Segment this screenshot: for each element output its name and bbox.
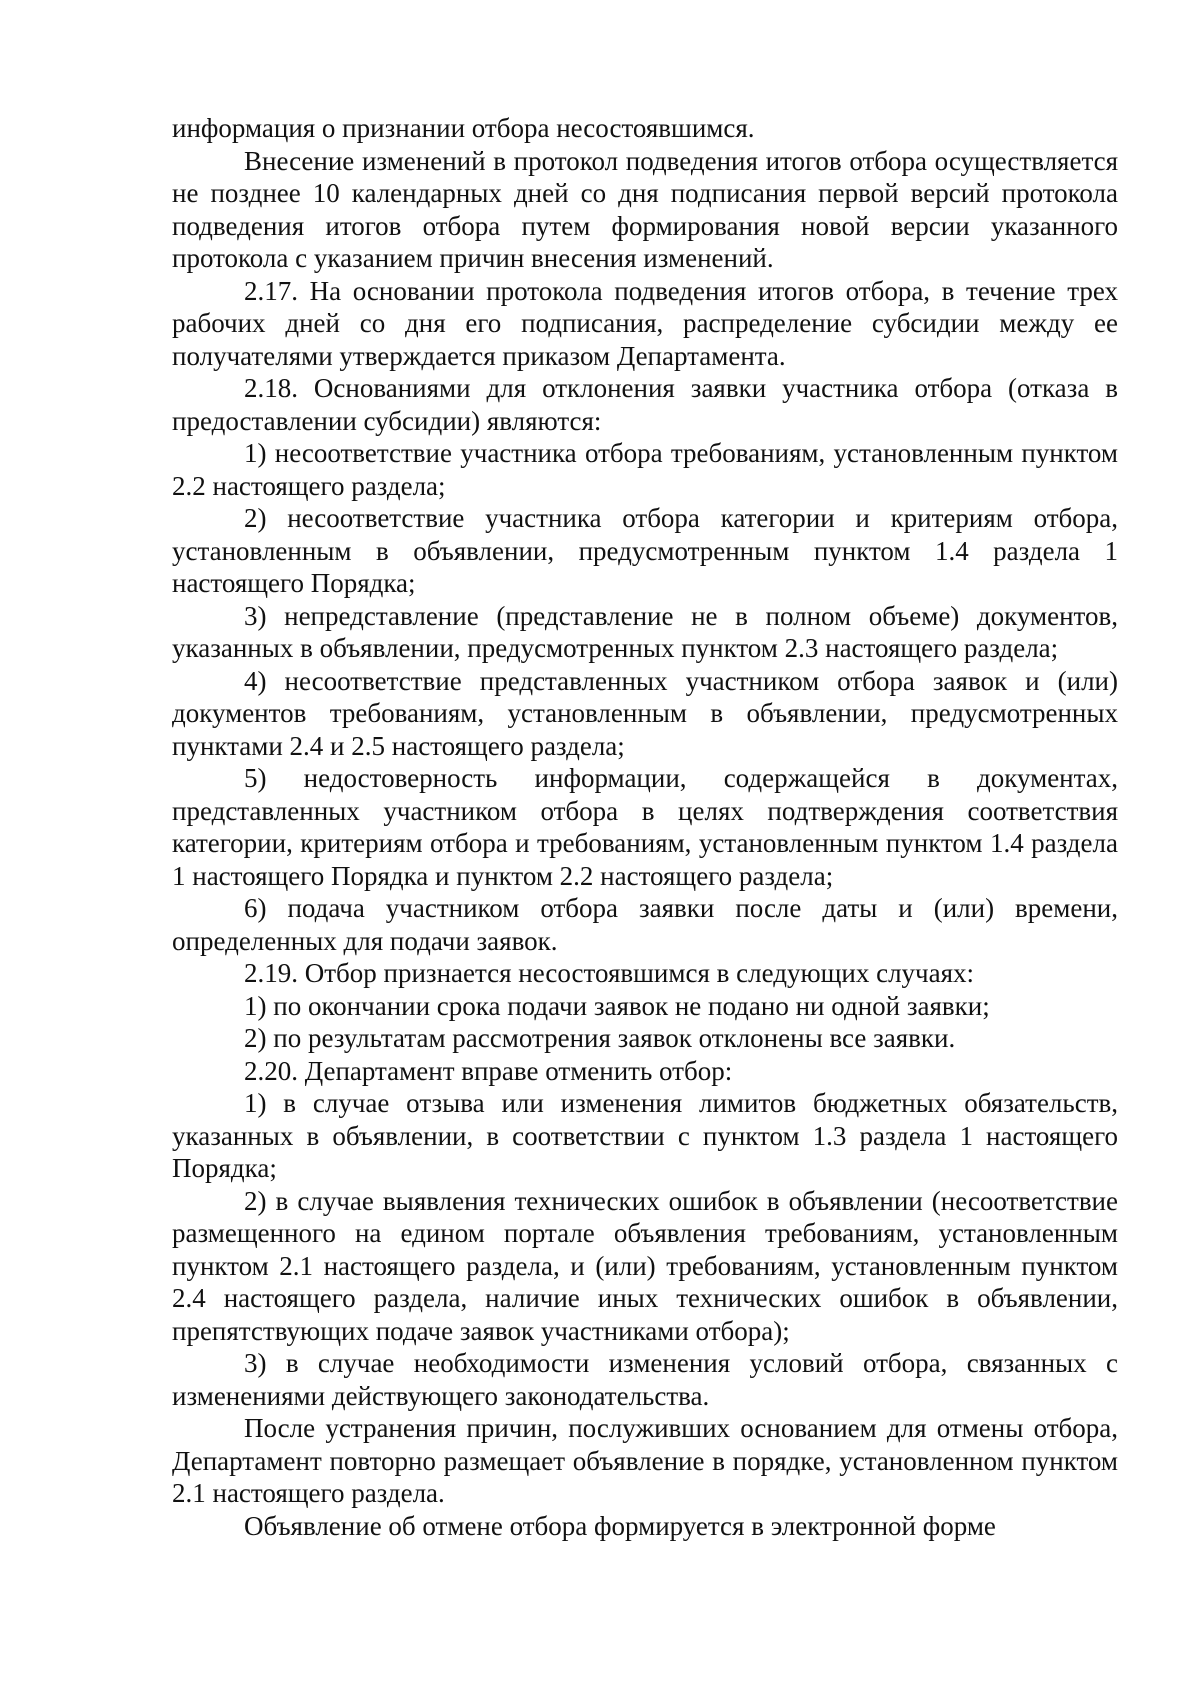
paragraph-2-20-item-1: 1) в случае отзыва или изменения лимитов бюджетных обязательств, указанных в объявлении, в соответствии с пунктом 1.3 раздела 1 настоящего Порядка; xyxy=(172,1088,1118,1183)
paragraph-cancellation-notice: Объявление об отмене отбора формируется в электронной форме xyxy=(244,1510,996,1541)
document-page xyxy=(172,112,1118,1542)
paragraph-2-18-item-1: 1) несоответствие участника отбора требованиям, установленным пунктом 2.2 настоящего раздела; xyxy=(172,438,1118,501)
paragraph-2-19-item-1: 1) по окончании срока подачи заявок не подано ни одной заявки; xyxy=(244,990,990,1021)
paragraph-continuation: информация о признании отбора несостоявшимся. xyxy=(172,113,755,143)
paragraph-after-elimination: После устранения причин, послуживших основанием для отмены отбора, Департамент повторно размещает объявление в порядке, установленном пунктом 2.1 настоящего раздела. xyxy=(172,1413,1118,1508)
paragraph-2-19-item-2: 2) по результатам рассмотрения заявок отклонены все заявки. xyxy=(244,1023,956,1053)
paragraph-2-18-item-4: 4) несоответствие представленных участником отбора заявок и (или) документов требованиям, установленным в объявлении, предусмотренных пунктами 2.4 и 2.5 настоящего раздела; xyxy=(172,665,1118,761)
paragraph-2-20: 2.20. Департамент вправе отменить отбор: xyxy=(244,1055,733,1086)
paragraph-2-18-item-2: 2) несоответствие участника отбора категории и критериям отбора, установленным в объявлении, предусмотренным пунктом 1.4 раздела 1 настоящего Порядка; xyxy=(172,503,1118,598)
paragraph-2-20-item-2: 2) в случае выявления технических ошибок в объявлении (несоответствие размещенного на едином портале объявления требованиям, установленным пунктом 2.1 настоящего раздела, и (или) требованиям, установленным пунктом 2.4 настоящего раздела, наличие иных технических ошибок в объявлении, препятствующих подаче заявок участниками отбора); xyxy=(172,1185,1118,1346)
paragraph-2-18-item-5: 5) недостоверность информации, содержащейся в документах, представленных участником отбора в целях подтверждения соответствия категории, критериям отбора и требованиям, установленным пунктом 1.4 раздела 1 настоящего Порядка и пунктом 2.2 настоящего раздела; xyxy=(172,763,1118,891)
paragraph-2-18-item-6: 6) подача участником отбора заявки после даты и (или) времени, определенных для подачи заявок. xyxy=(172,893,1118,956)
paragraph-protocol-changes: Внесение изменений в протокол подведения итогов отбора осуществляется не позднее 10 календарных дней со дня подписания первой версий протокола подведения итогов отбора путем формирования новой версии указанного протокола с указанием причин внесения изменений. xyxy=(172,145,1118,273)
paragraph-2-18: 2.18. Основаниями для отклонения заявки участника отбора (отказа в предоставлении субсидии) являются: xyxy=(172,373,1118,436)
paragraph-2-19: 2.19. Отбор признается несостоявшимся в следующих случаях: xyxy=(244,958,975,988)
paragraph-2-20-item-3: 3) в случае необходимости изменения условий отбора, связанных с изменениями действующего законодательства. xyxy=(172,1348,1118,1411)
paragraph-2-17: 2.17. На основании протокола подведения итогов отбора, в течение трех рабочих дней со дня его подписания, распределение субсидии между ее получателями утверждается приказом Департамента. xyxy=(172,275,1118,371)
paragraph-2-18-item-3: 3) непредставление (представление не в полном объеме) документов, указанных в объявлении, предусмотренных пунктом 2.3 настоящего раздела; xyxy=(172,600,1118,663)
